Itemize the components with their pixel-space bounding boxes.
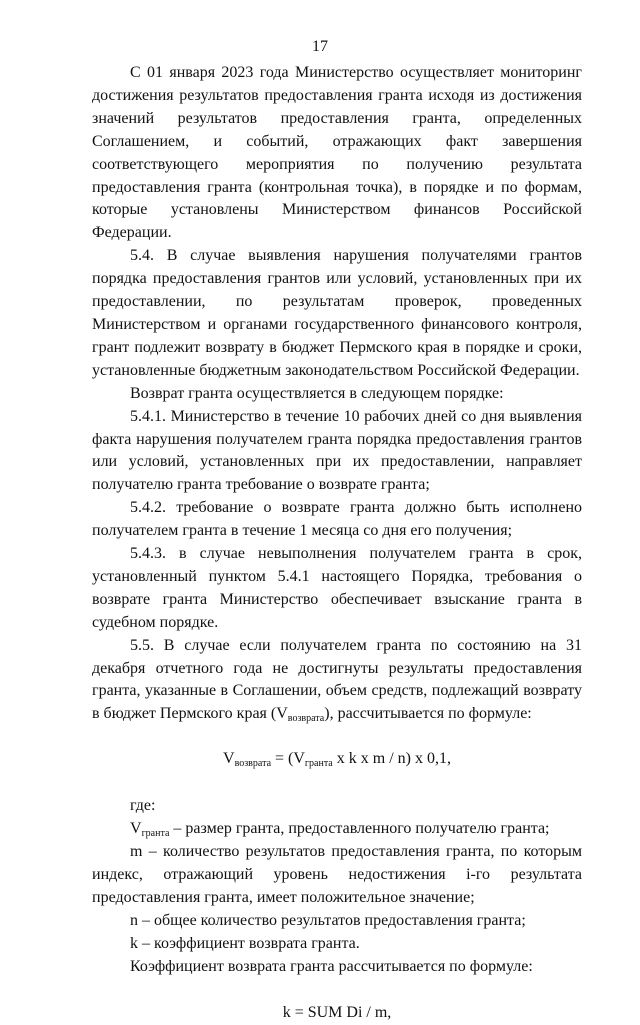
paragraph-5-4-1: 5.4.1. Министерство в течение 10 рабочих дней со дня выявления факта нарушения получателем гранта порядка предоставления грантов или условий, установленных при их предоставлении, направляет получателю гранта требование о возврате гранта; — [92, 407, 582, 494]
def-v-subscript: гранта — [141, 828, 170, 840]
formula-v: V — [223, 750, 235, 768]
formula-mid: = (V — [271, 750, 305, 768]
definition-k: k – коэффициент возврата гранта. — [130, 934, 360, 952]
formula-v-subscript: возврата — [234, 758, 272, 770]
paragraph-5-5-text: 5.5. В случае если получателем гранта по состоянию на 31 декабря отчетного года не достигнуты результаты предоставления гранта, указанные в Соглашении, объем средств, подлежащий возврату в бюджет Пермского края (V — [92, 636, 582, 723]
paragraph-5-5-end: ), рассчитывается по формуле: — [324, 705, 532, 723]
formula-grant-subscript: гранта — [304, 758, 333, 770]
paragraph-5-5-subscript: возврата — [287, 713, 325, 725]
paragraph-5-4-3: 5.4.3. в случае невыполнения получателем гранта в срок, установленный пунктом 5.4.1 настоящего Порядка, требования о возврате гранта Министерство обеспечивает взыскание гранта в судебном порядке. — [92, 545, 582, 631]
paragraph-monitoring: С 01 января 2023 года Министерство осуществляет мониторинг достижения результатов предоставления гранта исходя из достижения значений результатов предоставления гранта, определенных Соглашением, и событий, отражающих факт завершения соответствующего мероприятия по получению результата предоставления гранта (контрольная точка), в порядке и по формам, которые установлены Министерством финансов Российской Федерации. — [92, 64, 582, 242]
paragraph-5-4: 5.4. В случае выявления нарушения получателями грантов порядка предоставления грантов или условий, установленных при их предоставлении, по результатам проверок, проведенных Министерством и органами государственного финансового контроля, грант подлежит возврату в бюджет Пермского края в порядке и сроки, установленные бюджетным законодательством Российской Федерации. — [92, 247, 582, 379]
definition-m: m – количество результатов предоставления гранта, по которым индекс, отражающий уровень недостижения i-го результата предоставления гранта, имеет положительное значение; — [92, 843, 582, 906]
formula-return-volume — [92, 748, 582, 771]
def-v-text: – размер гранта, предоставленного получателю гранта; — [169, 820, 550, 838]
paragraph-return-order: Возврат гранта осуществляется в следующем порядке: — [130, 384, 504, 402]
where-label: где: — [130, 797, 156, 815]
document-body — [92, 62, 582, 1025]
definition-v-grant — [92, 818, 582, 841]
formula-rhs: x k x m / n) x 0,1, — [332, 750, 451, 768]
coefficient-intro: Коэффициент возврата гранта рассчитывается по формуле: — [130, 957, 533, 975]
formula-coefficient: k = SUM Di / m, — [282, 1004, 392, 1022]
page-number: 17 — [312, 38, 328, 55]
definition-n: n – общее количество результатов предоставления гранта; — [130, 911, 526, 929]
def-v-symbol: V — [130, 820, 142, 838]
paragraph-5-4-2: 5.4.2. требование о возврате гранта должно быть исполнено получателем гранта в течение 1 месяца со дня его получения; — [92, 499, 582, 540]
paragraph-5-5 — [92, 635, 582, 727]
